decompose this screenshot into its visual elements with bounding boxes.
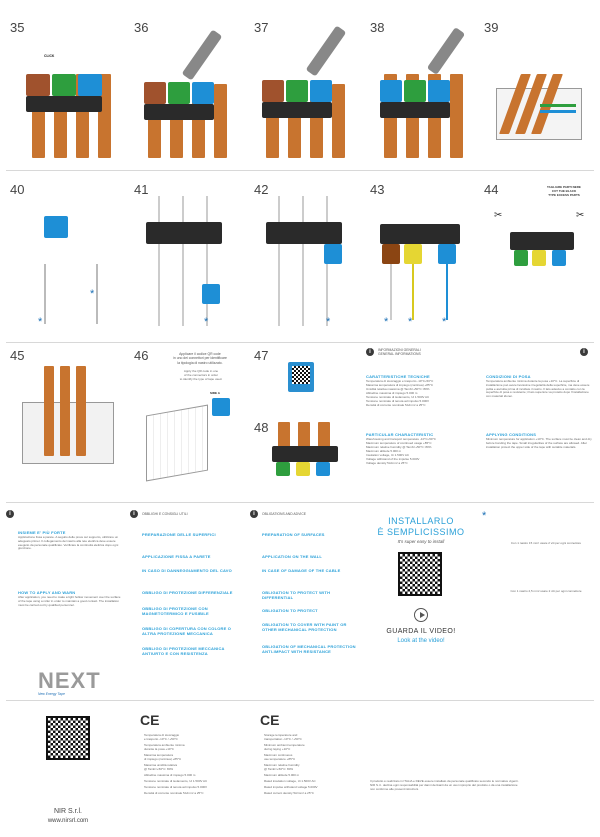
- company-qr-code: [46, 716, 90, 760]
- connector-yellow: [404, 244, 422, 264]
- step-number: 36: [134, 20, 149, 35]
- applying-text: Minimum temperature for application +10°C. The surface must be clean and dry before bonding the tape. Small irregularities of the surface are allowed. After installation protect the upper side of the tape with suitable materials.: [486, 437, 592, 449]
- connector-base: [266, 222, 342, 244]
- row-divider: [6, 170, 594, 171]
- info-icon: i: [6, 510, 14, 518]
- connector-green: [52, 74, 76, 96]
- company-name: NIR S.r.l.: [53, 808, 82, 815]
- ce-en-line: Rated impulse withstand voltage 5.000V: [264, 785, 318, 789]
- connector-base: [272, 446, 338, 462]
- particular-line: Warehousing and transport temperature -10°C÷50°C: [366, 437, 436, 441]
- col1-item: PREPARAZIONE DELLE SUPERFICI: [142, 532, 216, 537]
- connector-green: [168, 82, 190, 104]
- applying-title: APPLYING CONDITIONS: [486, 432, 537, 437]
- step-38-panel: [366, 14, 476, 164]
- ce-en-line: transportation -10°C / +50°C: [264, 737, 302, 741]
- col0-text2: After application, you need to make a light hollow movement over the surface of the tape using a roller in order to maintain a good contact. The installation must be carried out by qualified personnel.: [18, 595, 121, 607]
- ce-it-line: Tensione nominale di tenuta ad impulso 5.000V: [144, 785, 208, 789]
- connector-brown: [144, 82, 166, 104]
- step-number: 39: [484, 20, 499, 35]
- ce-en-line: Storage temperature and: [264, 733, 298, 737]
- connector-blue: [78, 74, 102, 96]
- brand-logo: NEXT: [38, 668, 101, 693]
- col2-item: OBLIGATION TO COVER WITH PAINT OR OTHER MECHANICAL PROTECTION: [262, 622, 347, 632]
- connector-blue: [316, 462, 330, 476]
- connector-blue: [438, 244, 456, 264]
- step-number: 41: [134, 182, 149, 197]
- star-icon: *: [204, 316, 209, 328]
- tape-strip: [332, 84, 345, 158]
- step-number: 37: [254, 20, 269, 35]
- tape-strip: [60, 366, 70, 456]
- condizioni-title: CONDIZIONI DI POSA: [486, 374, 531, 379]
- col0-text1: Applicazione fissa a parete. A seguito delle prove sul supporto, utilizzare un adeguato primer. Il collegamento del nastro alla rete elettrica deve essere eseguito da personale qualificato. Verificare la continuità elettrica dopo ogni giunzione.: [18, 535, 119, 551]
- ce-en-line: @ Tamb=+50°C: 80%: [264, 767, 294, 771]
- star-icon: *: [326, 316, 331, 328]
- qr-caption-en: Apply the QR code in one of the connectors in order to identify the type of tape used.: [179, 369, 223, 381]
- general-info-panel: [366, 346, 594, 496]
- connector-blue: [428, 80, 450, 102]
- ce-en-line: Minimum ambient temperature: [264, 743, 305, 747]
- step-number: 43: [370, 182, 385, 197]
- connector-blue: [202, 284, 220, 304]
- particular-line: Insulation voltage, Ui 1.500V AC: [366, 453, 410, 457]
- ce-en-line: Maximum relative humidity: [264, 763, 300, 767]
- play-triangle-icon: [420, 612, 425, 618]
- step-number: 48: [254, 420, 269, 435]
- install-subtitle: It's super easy to install: [397, 539, 445, 544]
- particular-line: Maximum temperature of continued usage +85°C: [366, 441, 432, 445]
- tape-strip: [278, 422, 290, 448]
- particular-line: Voltage density 5A/mm² a 25°C: [366, 461, 408, 465]
- tape-strip: [44, 366, 54, 456]
- side-label: SIDE A: [210, 391, 220, 395]
- wire-white: [302, 196, 304, 326]
- connector-blue: [212, 398, 230, 416]
- wire-white: [44, 264, 46, 324]
- step-number: 47: [254, 348, 269, 363]
- wire-blue: [540, 110, 576, 113]
- step-47-panel: [250, 346, 360, 416]
- connector-blue: [44, 216, 68, 238]
- ce-en-line: use temperature +85°C: [264, 757, 296, 761]
- advice-column-2: [250, 508, 360, 698]
- qr-code-icon: [292, 366, 310, 384]
- ce-it-line: Temperatura di stoccaggio: [144, 733, 180, 737]
- connector-green: [286, 80, 308, 102]
- wire-white: [182, 196, 184, 326]
- col2-item: PREPARATION OF SURFACES: [262, 532, 325, 537]
- ce-it-line: Altitudine massima di impiego 5.000 m: [144, 773, 196, 777]
- footer-legal: [366, 706, 594, 830]
- brand-tagline: New Energy Tape: [38, 692, 65, 696]
- connector-blue: [192, 82, 214, 104]
- connector-base: [144, 104, 214, 120]
- step-40-panel: [6, 176, 122, 336]
- wire-white: [158, 196, 160, 326]
- ce-it-line: Massima temperatura: [144, 753, 174, 757]
- tape-strip: [214, 84, 227, 158]
- col2-item: OBLIGATION TO PROTECT: [262, 608, 318, 613]
- connector-blue: [324, 244, 342, 264]
- step-45-panel: [6, 346, 122, 496]
- screwdriver-icon: [427, 27, 466, 75]
- ce-it-line: durante la posa +10°C: [144, 747, 174, 751]
- step-number: 40: [10, 182, 25, 197]
- video-title: GUARDA IL VIDEO!: [386, 628, 456, 635]
- qr-caption-it: Applicare il codice QR code in uno dei connettori per identificare la tipologia di nastro utilizzato.: [173, 352, 227, 365]
- advice-column-0: [6, 508, 124, 698]
- ce-it-line: @ Tamb=+50°C: 80%: [144, 767, 174, 771]
- col0-title2: HOW TO APPLY AND WARN: [18, 590, 76, 595]
- connector-green: [404, 80, 426, 102]
- condizioni-text: Temperatura ambiente minima durante la posa +10°C. La superficie di installazione può avere lievissime irregolarità della superficie, ma deve essere pulita e asciutta prima di incollare il nastro. Il lato adesivo a contatto con la superficie di posa è resistente; il lato superiore va protetto dopo l'installazione con materiali idonei.: [486, 379, 590, 399]
- star-notes-panel: [480, 508, 594, 698]
- tape-strip: [76, 366, 86, 456]
- tape-strip: [298, 422, 310, 448]
- star-icon: *: [384, 316, 389, 328]
- ce-en-line: Maximum continuous: [264, 753, 293, 757]
- step-42-panel: [250, 176, 360, 336]
- connector-base: [262, 102, 332, 118]
- ce-it-line: Temperatura ambiente minima: [144, 743, 185, 747]
- wire-white: [278, 196, 280, 326]
- col1-item: APPLICAZIONE FISSA A PARETE: [142, 554, 211, 559]
- info-icon: i: [366, 348, 374, 356]
- col1-item: IN CASO DI DANNEGGIAMENTO DEL CAVO: [142, 568, 232, 573]
- ce-it-line: di impiego (continua) +85°C: [144, 757, 182, 761]
- char-tecniche-line: Temperatura di stoccaggio e trasporto -10°C÷50°C: [366, 379, 434, 383]
- star-note: Con 1 nastro 2,5 mm² usare 2 viti per ogni connettore: [510, 589, 582, 593]
- star-icon: *: [38, 316, 43, 328]
- char-tecniche-line: Tensione nominale di isolamento, Ui 1.500V AC: [366, 395, 430, 399]
- screwdriver-icon: [306, 25, 347, 76]
- advice-column-1: [130, 508, 248, 698]
- col1-item: OBBLIGO DI PROTEZIONE CON MAGNETOTERMICO E FUSIBILE: [142, 606, 209, 616]
- wire-white: [206, 196, 208, 326]
- wire-green: [540, 104, 576, 107]
- info-icon: i: [130, 510, 138, 518]
- col2-item: IN CASE OF DAMAGE OF THE CABLE: [262, 568, 341, 573]
- col1-item: OBBLIGO DI PROTEZIONE MECCANICA ANTIURTO E CON RESISTENZA: [142, 646, 225, 656]
- wire-white: [390, 264, 392, 320]
- step-number: 45: [10, 348, 25, 363]
- step-35-panel: [6, 14, 122, 164]
- connector-green: [514, 250, 528, 266]
- particular-line: Voltage withstand of the impulse 5.000V: [366, 457, 420, 461]
- connector-blue: [552, 250, 566, 266]
- legal-text: Il prodotto è realizzato in ITALIA e DEVE essere installato da personale qualificato secondo le normative vigenti. NIR S.r.l. declina ogni responsabilità per danni derivanti da un uso improprio del prodotto o da una installazione non conforme alle presenti istruzioni.: [370, 779, 519, 791]
- star-icon: *: [408, 316, 413, 328]
- info-icon: i: [250, 510, 258, 518]
- particular-line: Maximum relative humidity @ Tamb=+50°C: 80%: [366, 445, 432, 449]
- ce-mark: CE: [260, 712, 280, 728]
- row-divider: [6, 700, 594, 701]
- star-icon: *: [90, 288, 95, 300]
- star-note: Con 1 nastro 15 mm² usare 2 viti per ogni connettore: [510, 541, 582, 545]
- cut-caption: TAGLIARE PARTI NERE CUT THE BLACK TYPE EXCESS PARTS: [547, 185, 581, 197]
- col1-item: OBBLIGO DI COPERTURA CON COLORE O ALTRA PROTEZIONE MECCANICA: [142, 626, 232, 636]
- qr-sheet: [146, 405, 208, 482]
- star-icon: *: [442, 316, 447, 328]
- ce-en-line: Maximum altitude 5.000 m: [264, 773, 300, 777]
- footer-company: [6, 706, 124, 830]
- connector-base: [380, 224, 460, 244]
- step-number: 38: [370, 20, 385, 35]
- scissors-icon: ✂: [494, 210, 503, 221]
- scissors-icon: ✂: [576, 210, 585, 221]
- ce-it-line: Tensione nominale di isolamento, Ui 1.500V AC: [144, 779, 208, 783]
- connector-yellow: [532, 250, 546, 266]
- connector-brown: [262, 80, 284, 102]
- col2-item: OBLIGATION TO PROTECT WITH DIFFERENTIAL: [262, 590, 331, 600]
- ce-it-line: Massima umidità relativa: [144, 763, 178, 767]
- step-number: 44: [484, 182, 499, 197]
- step-44-panel: [480, 176, 594, 336]
- step-43-panel: [366, 176, 476, 336]
- step-41-panel: [130, 176, 242, 336]
- info-header: INFORMAZIONI GENERALI GENERAL INFORMATIONS: [378, 348, 421, 357]
- col2-item: APPLICATION ON THE WALL: [262, 554, 323, 559]
- ce-en-line: Rated current density 5A/mm² a 25°C: [264, 791, 314, 795]
- char-tecniche-title: CARATTERISTICHE TECNICHE: [366, 374, 430, 379]
- particular-title: PARTICULAR CHARACTERISTIC: [366, 432, 434, 437]
- wire-blue: [446, 264, 448, 320]
- row-divider: [6, 502, 594, 503]
- particular-line: Maximum altitude 5.000 m: [366, 449, 402, 453]
- tape-strip: [450, 74, 463, 158]
- col2-item: OBLIGATION OF MECHANICAL PROTECTION ANTI-IMPACT WITH RESISTANCE: [262, 644, 356, 654]
- screwdriver-icon: [182, 29, 223, 80]
- connector-brown: [382, 244, 400, 264]
- col0-title1: INSIEME E' PIÙ FORTE: [18, 530, 66, 535]
- step-37-panel: [250, 14, 360, 164]
- install-title: INSTALLARLO È SEMPLICISSIMO: [377, 516, 465, 537]
- char-tecniche-line: Massima temperatura di impiego (continua) +85°C: [366, 383, 433, 387]
- step-number: 35: [10, 20, 25, 35]
- step-39-panel: [480, 14, 594, 164]
- ce-en-line: during laying +10°C: [264, 747, 291, 751]
- char-tecniche-line: Altitudine massima di impiego 5.000 m: [366, 391, 418, 395]
- connector-green: [276, 462, 290, 476]
- ce-mark: CE: [140, 712, 160, 728]
- info-icon: i: [580, 348, 588, 356]
- step-number: 42: [254, 182, 269, 197]
- ce-en-panel: [250, 706, 360, 830]
- step-46-panel: [130, 346, 242, 496]
- char-tecniche-line: Densità di corrente nominale 5A/mm² a 25°C: [366, 403, 426, 407]
- wire-white: [96, 264, 98, 324]
- ce-it-panel: [130, 706, 248, 830]
- connector-base: [510, 232, 574, 250]
- company-website[interactable]: www.nirsrl.com: [47, 818, 89, 824]
- star-icon: *: [482, 510, 487, 522]
- col2-head: OBLIGATIONS AND ADVICE: [262, 512, 307, 516]
- char-tecniche-line: Umidità relativa massima @ Tamb=+50°C: 80%: [366, 387, 430, 391]
- step-48-panel: [250, 418, 360, 500]
- connector-blue: [380, 80, 402, 102]
- connector-base: [26, 96, 102, 112]
- click-label: CLICK: [44, 54, 55, 58]
- ce-en-line: Rated insulation voltage, Ui 1.500V AC: [264, 779, 316, 783]
- step-number: 46: [134, 348, 149, 363]
- row-divider: [6, 342, 594, 343]
- wire-yellow: [412, 264, 414, 320]
- install-panel: [366, 508, 476, 698]
- ce-it-line: e trasporto -10°C / +50°C: [144, 737, 178, 741]
- play-button-icon[interactable]: [414, 608, 428, 622]
- tape-strip: [318, 422, 330, 448]
- connector-blue: [310, 80, 332, 102]
- connector-base: [146, 222, 222, 244]
- col1-item: OBBLIGO DI PROTEZIONE DIFFERENZIALE: [142, 590, 233, 595]
- connector-yellow: [296, 462, 310, 476]
- char-tecniche-line: Tensione nominale di tenuta ad impulso 5.000V: [366, 399, 430, 403]
- video-subtitle: Look at the video!: [397, 638, 445, 644]
- connector-brown: [26, 74, 50, 96]
- video-qr-code: [398, 552, 442, 596]
- ce-it-line: Densità di corrente nominale 5A/mm² a 25°C: [144, 791, 204, 795]
- step-36-panel: [130, 14, 242, 164]
- connector-base: [380, 102, 450, 118]
- col1-head: OBBLIGHI E CONSIGLI UTILI: [142, 512, 188, 516]
